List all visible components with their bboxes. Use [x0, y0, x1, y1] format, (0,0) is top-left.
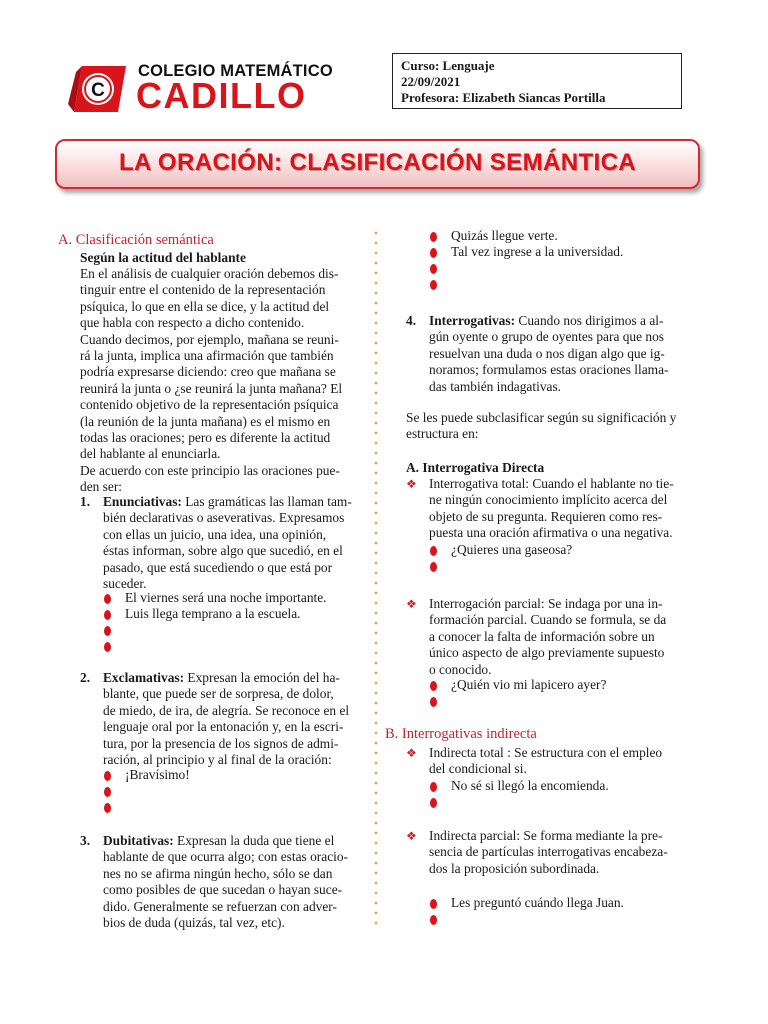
item-heading: Exclamativas:	[103, 670, 185, 685]
text-line: pasado, que está sucediendo o que está por	[103, 559, 333, 575]
text-line: En el análisis de cualquier oración debemos dis-	[80, 266, 339, 281]
bullet-icon	[104, 626, 111, 636]
item-exclamativas	[103, 670, 367, 768]
item-dubitativas	[103, 833, 367, 931]
bullet-icon	[430, 546, 437, 556]
list-item: ¡Bravísimo!	[125, 767, 190, 782]
course-info-box	[392, 53, 682, 109]
item-text: Expresan la duda que tiene el	[173, 833, 335, 848]
text-line: reunirá la junta o ¿se reunirá la junta mañana? El	[80, 380, 343, 396]
text-line: (la reunión de la junta mañana) es el mismo en	[80, 413, 331, 429]
course-label: Curso: Lenguaje	[401, 58, 495, 73]
text-line: objeto de su pregunta. Requieren como res-	[429, 508, 663, 524]
bullet-icon	[430, 798, 437, 808]
text-line: resuelvan una duda o nos digan algo que ig-	[429, 345, 665, 361]
indirecta-total	[429, 745, 693, 778]
item-text: Las gramáticas las llaman tam-	[181, 494, 352, 509]
text-line	[429, 313, 693, 329]
interrogativa-total	[429, 476, 693, 542]
title-banner	[55, 139, 700, 189]
text-line: o conocido.	[429, 661, 492, 677]
bullet-icon	[430, 782, 437, 792]
item-number: 3.	[80, 833, 91, 848]
list-item: Tal vez ingrese a la universidad.	[451, 244, 624, 259]
text-line: de miedo, de ira, de alegría. Se reconoce en el	[103, 702, 350, 718]
column-divider	[374, 228, 378, 928]
text-line: De acuerdo con este principio las oraciones pue-	[80, 462, 340, 478]
text-line: psíquica, lo que en ella se dice, y la actitud del	[80, 298, 330, 314]
indirecta-parcial	[429, 828, 693, 877]
date-label: 22/09/2021	[401, 74, 461, 89]
text-line: como posibles de que sucedan o hayan suce-	[103, 882, 343, 898]
school-logo	[68, 60, 340, 116]
item-heading: Enunciativas:	[103, 494, 182, 509]
text-line: bién declarativas o aseverativas. Expresamos	[103, 510, 345, 526]
item-number: 2.	[80, 670, 91, 685]
diamond-bullet-icon: ❖	[406, 829, 417, 843]
logo-letter: C	[91, 80, 105, 101]
item-heading: Dubitativas:	[103, 833, 174, 848]
text-line: Interrogación parcial: Se indaga por una in-	[429, 596, 663, 611]
bullet-icon	[104, 787, 111, 797]
item-enunciativas	[103, 494, 367, 592]
logo-brand: CADILLO	[136, 75, 307, 116]
bullet-icon	[104, 771, 111, 781]
text-line: rá la junta, implica una afirmación que también	[80, 348, 334, 364]
text-line: podría expresarse diciendo: creo que mañana se	[80, 364, 336, 380]
text-line: estructura en:	[406, 426, 479, 442]
text-line: único aspecto de algo previamente supuesto	[429, 645, 665, 661]
intro-paragraph	[80, 266, 367, 496]
item-text: Expresan la emoción del ha-	[184, 670, 340, 685]
text-line: bios de duda (quizás, tal vez, etc).	[103, 915, 285, 931]
list-item: ¿Quieres una gaseosa?	[451, 542, 573, 557]
text-line: tura, por la presencia de los signos de admi-	[103, 735, 339, 751]
text-line: contenido objetivo de la representación psíquica	[80, 397, 339, 413]
text-line	[103, 833, 367, 849]
bullet-icon	[104, 594, 111, 604]
text-line: gún oyente o grupo de oyentes para que nos	[429, 329, 665, 345]
list-item: Quizás llegue verte.	[451, 228, 558, 243]
bullet-icon	[430, 899, 437, 909]
text-line	[103, 494, 367, 510]
bullet-icon	[104, 642, 111, 652]
text-line: nes no se afirma ningún hecho, sólo se dan	[103, 865, 333, 881]
interrogacion-parcial	[429, 596, 693, 678]
diamond-bullet-icon: ❖	[406, 477, 417, 491]
text-line: hablante de que ocurra algo; con estas oracio-	[103, 849, 349, 865]
item-text: Cuando nos dirigimos a al-	[515, 313, 664, 328]
item-number: 4.	[406, 313, 417, 328]
text-line: suceder.	[103, 576, 147, 592]
text-line	[103, 670, 367, 686]
bullet-icon	[430, 562, 437, 572]
text-line: tinguir entre el contenido de la representación	[80, 282, 326, 298]
text-line: formación parcial. Cuando se formula, se da	[429, 612, 667, 628]
text-line: Interrogativa total: Cuando el hablante no tie-	[429, 476, 674, 491]
text-line: que habla con respecto a dicho contenido.	[80, 315, 305, 331]
item-interrogativas	[429, 313, 693, 395]
list-item: El viernes será una noche importante.	[125, 590, 327, 605]
bullet-icon	[104, 610, 111, 620]
text-line: a conocer la falta de información sobre un	[429, 628, 655, 644]
bullet-icon	[430, 915, 437, 925]
bullet-icon	[104, 803, 111, 813]
bullet-icon	[430, 280, 437, 290]
cadillo-cube-logo-icon	[68, 64, 130, 114]
text-line: Indirecta total : Se estructura con el empleo	[429, 745, 663, 760]
text-line: éstas informan, sobre algo que sucedió, en el	[103, 543, 343, 559]
subclass-paragraph	[406, 410, 693, 443]
text-line: dido. Generalmente se refuerzan con adver-	[103, 898, 337, 914]
section-subtitle: Según la actitud del hablante	[80, 250, 246, 265]
diamond-bullet-icon: ❖	[406, 746, 417, 760]
text-line: Se les puede subclasificar según su significación y	[406, 410, 677, 425]
list-item: Les preguntó cuándo llega Juan.	[451, 895, 624, 910]
text-line: das también indagativas.	[429, 378, 562, 394]
list-item: ¿Quién vio mi lapicero ayer?	[451, 677, 607, 692]
bullet-icon	[430, 697, 437, 707]
text-line: den ser:	[80, 479, 123, 495]
teacher-label: Profesora: Elizabeth Siancas Portilla	[401, 90, 606, 105]
item-heading: Interrogativas:	[429, 313, 516, 328]
section-b-heading: B. Interrogativas indirecta	[385, 726, 537, 742]
text-line: noramos; formulamos estas oraciones llama-	[429, 362, 669, 378]
text-line: lenguaje oral por la entonación y, en la escri-	[103, 719, 344, 735]
bullet-icon	[430, 264, 437, 274]
text-line: del condicional si.	[429, 761, 527, 777]
logo-school-name: COLEGIO MATEMÁTICO	[138, 62, 333, 80]
bullet-icon	[430, 248, 437, 258]
text-line: con ellas un juicio, una idea, una opinión,	[103, 526, 327, 542]
bullet-icon	[430, 232, 437, 242]
section-a-heading: A. Clasificación semántica	[58, 232, 214, 248]
text-line: ne ningún conocimiento implícito acerca del	[429, 492, 668, 508]
text-line: todas las oraciones; pero es diferente la actitud	[80, 430, 331, 446]
list-item: No sé si llegó la encomienda.	[451, 778, 609, 793]
item-number: 1.	[80, 494, 91, 509]
text-line: sencia de partículas interrogativas encabeza-	[429, 844, 668, 860]
diamond-bullet-icon: ❖	[406, 597, 417, 611]
text-line: Indirecta parcial: Se forma mediante la pre-	[429, 828, 663, 843]
text-line: Cuando decimos, por ejemplo, mañana se reuni-	[80, 331, 339, 347]
text-line: dos la proposición subordinada.	[429, 860, 600, 876]
page-title: LA ORACIÓN: CLASIFICACIÓN SEMÁNTICA	[118, 149, 637, 176]
list-item: Luis llega temprano a la escuela.	[125, 606, 301, 621]
text-line: del hablante al enunciarla.	[80, 446, 221, 462]
text-line: ración, al principio y al final de la oración:	[103, 752, 332, 768]
bullet-icon	[430, 681, 437, 691]
text-line: blante, que puede ser de sorpresa, de dolor,	[103, 686, 334, 702]
subsection-a-heading: A. Interrogativa Directa	[406, 460, 545, 475]
text-line: puesta una oración afirmativa o una negativa.	[429, 525, 673, 541]
